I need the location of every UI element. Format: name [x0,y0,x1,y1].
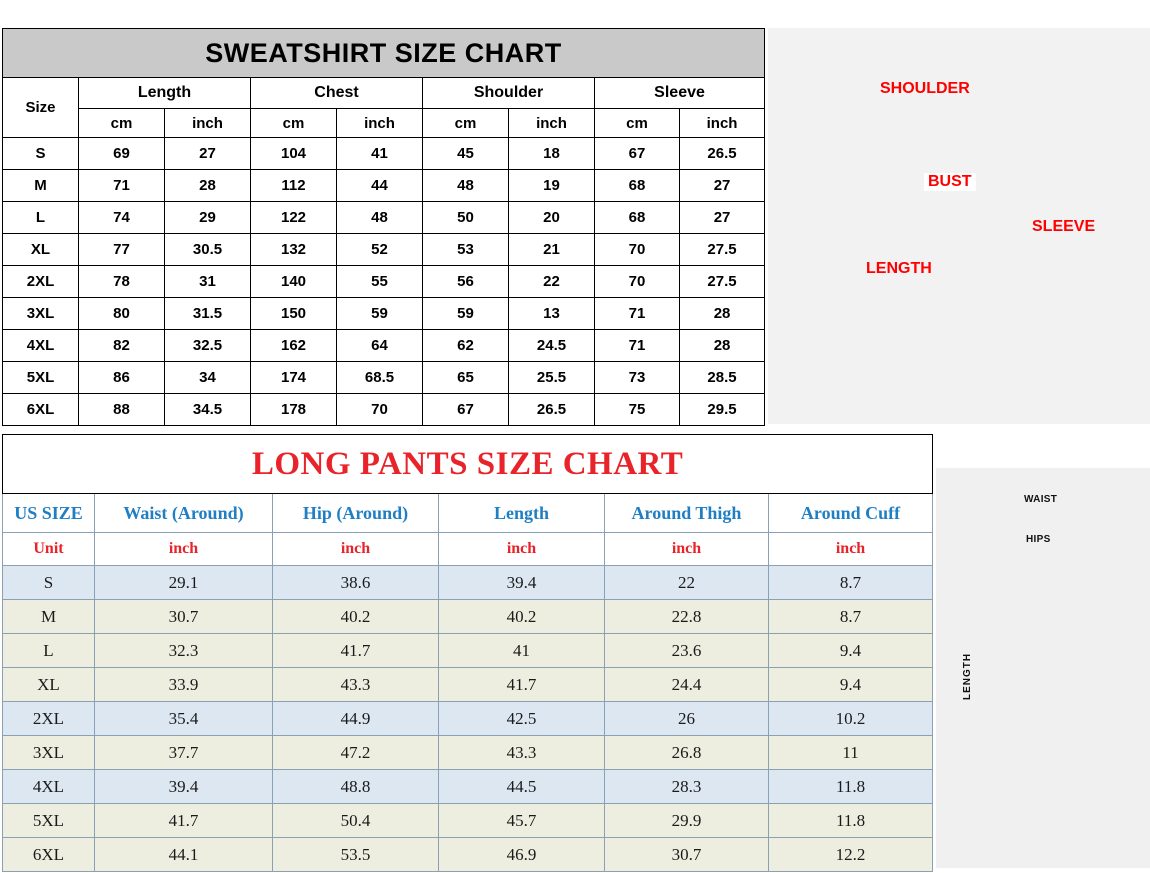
sweatshirt-cell-2-0: 74 [79,202,165,234]
pants-cell-7-1: 50.4 [273,804,439,838]
pants-size-7: 5XL [3,804,95,838]
pants-cell-0-1: 38.6 [273,566,439,600]
table-row [3,804,933,838]
sweatshirt-title: SWEATSHIRT SIZE CHART [3,29,765,78]
table-row [3,330,765,362]
pants-cell-2-2: 41 [439,634,605,668]
sweatshirt-cell-7-1: 34 [165,362,251,394]
pants-cell-7-3: 29.9 [605,804,769,838]
sweatshirt-size-header: Size [3,78,79,138]
pants-cell-6-3: 28.3 [605,770,769,804]
pants-cell-5-2: 43.3 [439,736,605,770]
sweatshirt-cell-6-2: 162 [251,330,337,362]
pants-cell-7-2: 45.7 [439,804,605,838]
pants-cell-8-3: 30.7 [605,838,769,872]
sweatshirt-cell-5-6: 71 [595,298,680,330]
sweatshirt-cell-3-7: 27.5 [680,234,765,266]
hips-label: HIPS [1026,534,1051,545]
pants-cell-1-3: 22.8 [605,600,769,634]
sweatshirt-cell-1-3: 44 [337,170,423,202]
pants-unit-0: Unit [3,533,95,566]
sweatshirt-cell-1-7: 27 [680,170,765,202]
table-row [3,702,933,736]
sweatshirt-cell-2-6: 68 [595,202,680,234]
sweatshirt-cell-4-5: 22 [509,266,595,298]
pants-cell-6-1: 48.8 [273,770,439,804]
sweatshirt-cell-0-2: 104 [251,138,337,170]
sweatshirt-unit-0: cm [79,109,165,138]
sweatshirt-cell-4-6: 70 [595,266,680,298]
sweatshirt-cell-0-3: 41 [337,138,423,170]
table-row [3,736,933,770]
sweatshirt-cell-3-3: 52 [337,234,423,266]
pants-size-5: 3XL [3,736,95,770]
sweatshirt-cell-7-3: 68.5 [337,362,423,394]
table-row [3,838,933,872]
sweatshirt-cell-8-5: 26.5 [509,394,595,426]
pants-size-0: S [3,566,95,600]
sweatshirt-cell-6-7: 28 [680,330,765,362]
sweatshirt-cell-4-0: 78 [79,266,165,298]
table-row [3,600,933,634]
pants-cell-1-1: 40.2 [273,600,439,634]
pants-header-2: Hip (Around) [273,494,439,533]
pants-cell-2-3: 23.6 [605,634,769,668]
table-row [3,634,933,668]
sweatshirt-cell-5-2: 150 [251,298,337,330]
pants-size-3: XL [3,668,95,702]
shoulder-label: SHOULDER [880,80,970,97]
pants-unit-row [3,533,933,566]
sweatshirt-cell-3-0: 77 [79,234,165,266]
sweatshirt-cell-4-1: 31 [165,266,251,298]
sweatshirt-size-4: 2XL [3,266,79,298]
pants-cell-0-3: 22 [605,566,769,600]
waist-label: WAIST [1024,494,1058,505]
pants-cell-3-4: 9.4 [769,668,933,702]
pants-cell-3-1: 43.3 [273,668,439,702]
sweatshirt-cell-8-1: 34.5 [165,394,251,426]
pants-size-6: 4XL [3,770,95,804]
pants-cell-0-2: 39.4 [439,566,605,600]
sweatshirt-group-length: Length [79,78,251,109]
table-row [3,566,933,600]
sweatshirt-cell-3-2: 132 [251,234,337,266]
sweatshirt-unit-4: cm [423,109,509,138]
sweatshirt-cell-6-4: 62 [423,330,509,362]
sweatshirt-cell-5-5: 13 [509,298,595,330]
sweatshirt-cell-1-0: 71 [79,170,165,202]
pants-cell-6-2: 44.5 [439,770,605,804]
sweatshirt-cell-1-4: 48 [423,170,509,202]
sweatshirt-cell-3-1: 30.5 [165,234,251,266]
sweatshirt-cell-6-5: 24.5 [509,330,595,362]
sweatshirt-size-6: 4XL [3,330,79,362]
sweatshirt-cell-4-7: 27.5 [680,266,765,298]
sweatshirt-group-shoulder: Shoulder [423,78,595,109]
long-pants-size-chart-section [0,428,1150,870]
table-row [3,668,933,702]
pants-cell-2-0: 32.3 [95,634,273,668]
pants-unit-4: inch [605,533,769,566]
sweatshirt-cell-7-2: 174 [251,362,337,394]
pants-unit-5: inch [769,533,933,566]
sweatshirt-unit-3: inch [337,109,423,138]
sweatshirt-cell-4-3: 55 [337,266,423,298]
sweatshirt-group-chest: Chest [251,78,423,109]
sweatshirt-cell-5-4: 59 [423,298,509,330]
pants-cell-4-0: 35.4 [95,702,273,736]
sweatshirt-title-row [3,29,765,78]
table-row [3,394,765,426]
pants-cell-1-4: 8.7 [769,600,933,634]
pants-cell-5-4: 11 [769,736,933,770]
sweatshirt-cell-5-3: 59 [337,298,423,330]
pants-cell-8-0: 44.1 [95,838,273,872]
pants-header-4: Around Thigh [605,494,769,533]
sweatshirt-cell-0-7: 26.5 [680,138,765,170]
sweatshirt-cell-8-7: 29.5 [680,394,765,426]
pants-unit-1: inch [95,533,273,566]
pants-cell-2-1: 41.7 [273,634,439,668]
sweatshirt-cell-0-5: 18 [509,138,595,170]
table-row [3,234,765,266]
pants-cell-5-3: 26.8 [605,736,769,770]
table-row [3,770,933,804]
sweatshirt-unit-5: inch [509,109,595,138]
table-row [3,298,765,330]
pants-header-1: Waist (Around) [95,494,273,533]
sweatshirt-table-container [2,28,764,426]
sweatshirt-size-1: M [3,170,79,202]
sweatshirt-cell-5-1: 31.5 [165,298,251,330]
pants-cell-8-1: 53.5 [273,838,439,872]
pants-cell-6-0: 39.4 [95,770,273,804]
pants-size-4: 2XL [3,702,95,736]
sweatshirt-cell-4-4: 56 [423,266,509,298]
sweatshirt-cell-6-1: 32.5 [165,330,251,362]
pants-size-table [2,434,933,872]
sweatshirt-size-5: 3XL [3,298,79,330]
sweatshirt-cell-7-7: 28.5 [680,362,765,394]
pants-cell-6-4: 11.8 [769,770,933,804]
sweatshirt-cell-1-1: 28 [165,170,251,202]
pants-cell-3-0: 33.9 [95,668,273,702]
sweatshirt-cell-2-3: 48 [337,202,423,234]
table-row [3,138,765,170]
pants-size-2: L [3,634,95,668]
sweatshirt-cell-3-5: 21 [509,234,595,266]
sweatshirt-unit-7: inch [680,109,765,138]
sweatshirt-unit-6: cm [595,109,680,138]
pants-cell-1-0: 30.7 [95,600,273,634]
sweatshirt-cell-6-6: 71 [595,330,680,362]
pants-unit-2: inch [273,533,439,566]
sweatshirt-unit-1: inch [165,109,251,138]
sweatshirt-cell-8-6: 75 [595,394,680,426]
bust-label: BUST [924,173,976,191]
sweatshirt-cell-8-2: 178 [251,394,337,426]
sweatshirt-size-8: 6XL [3,394,79,426]
sweatshirt-cell-1-2: 112 [251,170,337,202]
pants-cell-8-2: 46.9 [439,838,605,872]
sweatshirt-cell-0-1: 27 [165,138,251,170]
sweatshirt-cell-8-0: 88 [79,394,165,426]
sweatshirt-cell-7-0: 86 [79,362,165,394]
sweatshirt-size-chart-section [0,0,1150,424]
pants-cell-7-4: 11.8 [769,804,933,838]
table-row [3,170,765,202]
sweatshirt-cell-3-6: 70 [595,234,680,266]
sweatshirt-cell-1-6: 68 [595,170,680,202]
pants-cell-5-1: 47.2 [273,736,439,770]
sweatshirt-measurement-diagram [768,28,1150,424]
sweatshirt-group-sleeve: Sleeve [595,78,765,109]
pants-header-3: Length [439,494,605,533]
table-row [3,362,765,394]
sweatshirt-cell-7-5: 25.5 [509,362,595,394]
pants-cell-4-1: 44.9 [273,702,439,736]
pants-title-row [3,435,933,494]
sweatshirt-cell-0-0: 69 [79,138,165,170]
length-label: LENGTH [866,260,932,277]
table-row [3,266,765,298]
sweatshirt-size-7: 5XL [3,362,79,394]
pants-cell-7-0: 41.7 [95,804,273,838]
sweatshirt-unit-2: cm [251,109,337,138]
sweatshirt-cell-5-0: 80 [79,298,165,330]
pants-measurement-diagram [936,468,1150,868]
pants-cell-4-3: 26 [605,702,769,736]
pants-cell-0-4: 8.7 [769,566,933,600]
sweatshirt-size-3: XL [3,234,79,266]
pants-cell-3-3: 24.4 [605,668,769,702]
sweatshirt-cell-0-6: 67 [595,138,680,170]
pants-cell-4-2: 42.5 [439,702,605,736]
sweatshirt-size-2: L [3,202,79,234]
pants-cell-8-4: 12.2 [769,838,933,872]
sweatshirt-size-table [2,28,765,426]
sweatshirt-cell-6-3: 64 [337,330,423,362]
sweatshirt-cell-4-2: 140 [251,266,337,298]
pants-cell-5-0: 37.7 [95,736,273,770]
sweatshirt-cell-2-4: 50 [423,202,509,234]
pants-header-5: Around Cuff [769,494,933,533]
pants-size-1: M [3,600,95,634]
pants-header-row [3,494,933,533]
pants-cell-3-2: 41.7 [439,668,605,702]
sweatshirt-cell-2-2: 122 [251,202,337,234]
sweatshirt-cell-5-7: 28 [680,298,765,330]
sweatshirt-cell-8-4: 67 [423,394,509,426]
sleeve-label: SLEEVE [1032,218,1096,235]
sweatshirt-cell-2-1: 29 [165,202,251,234]
pants-cell-4-4: 10.2 [769,702,933,736]
sweatshirt-unit-row [3,109,765,138]
sweatshirt-group-header-row [3,78,765,109]
pants-header-0: US SIZE [3,494,95,533]
pants-unit-3: inch [439,533,605,566]
pants-cell-0-0: 29.1 [95,566,273,600]
pants-title: LONG PANTS SIZE CHART [3,435,933,494]
sweatshirt-cell-7-4: 65 [423,362,509,394]
sweatshirt-cell-6-0: 82 [79,330,165,362]
table-row [3,202,765,234]
pants-length-label: LENGTH [962,652,973,700]
sweatshirt-size-0: S [3,138,79,170]
sweatshirt-cell-0-4: 45 [423,138,509,170]
sweatshirt-cell-7-6: 73 [595,362,680,394]
sweatshirt-cell-2-5: 20 [509,202,595,234]
sweatshirt-cell-2-7: 27 [680,202,765,234]
pants-size-8: 6XL [3,838,95,872]
sweatshirt-cell-8-3: 70 [337,394,423,426]
pants-cell-2-4: 9.4 [769,634,933,668]
sweatshirt-cell-1-5: 19 [509,170,595,202]
sweatshirt-cell-3-4: 53 [423,234,509,266]
pants-table-container [2,434,932,872]
pants-cell-1-2: 40.2 [439,600,605,634]
